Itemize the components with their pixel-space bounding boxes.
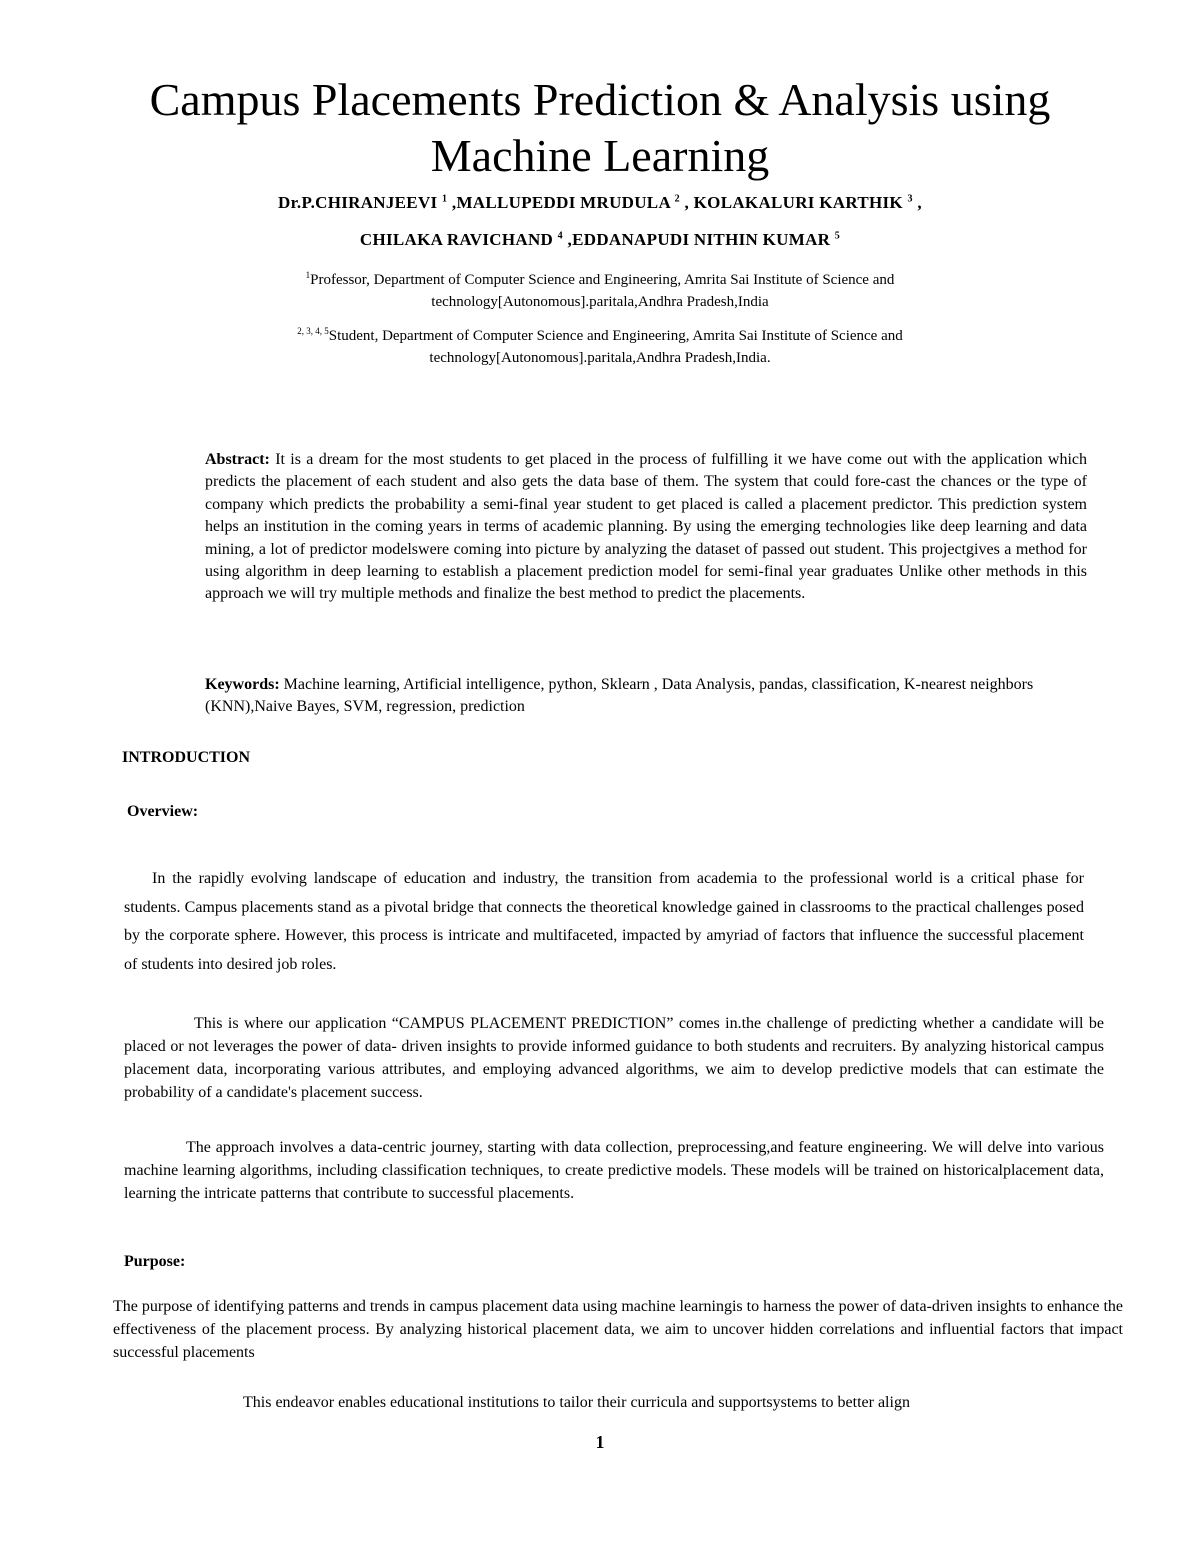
purpose-heading: Purpose: — [124, 1253, 186, 1270]
purpose-paragraph-1: The purpose of identifying patterns and trends in campus placement data using machine learningis to harness the power of data-driven insights to enhance the effectiveness of the placement process. By analyzing historical placement data, we aim to uncover hidden correlations and influential factors that impact successful placements — [113, 1298, 1123, 1361]
author-separator: , — [567, 230, 573, 249]
title-line-2: Machine Learning — [430, 130, 770, 181]
overview-paragraph-3: The approach involves a data-centric journey, starting with data collection, preprocessing,and feature engineering. We will delve into various machine learning algorithms, including classification techniques, to create predictive models. These models will be trained on historicalplacement data, learning the intricate patterns that contribute to successful placements. — [124, 1139, 1104, 1202]
abstract-text: It is a dream for the most students to get placed in the process of fulfilling it we have come out with the application which predicts the placement of each student and also gets the data base of them. The system that could fore-cast the chances or the type of company which predicts the probability a semi-final year student to get placed is called a placement predictor. This prediction system helps an institution in the coming years in terms of academic planning. By using the emerging technologies like deep learning and data mining, a lot of predictor modelswere coming into picture by analyzing the dataset of passed out student. This projectgives a method for using algorithm in deep learning to establish a placement prediction model for semi-final year graduates Unlike other methods in this approach we will try multiple methods and finalize the best method to predict the placements. — [205, 451, 1088, 603]
abstract — [205, 449, 1087, 606]
affiliation-line: technology[Autonomous].paritala,Andhra Pradesh,India — [431, 294, 769, 310]
purpose-paragraph-2: This endeavor enables educational institutions to tailor their curricula and supportsystems to better align — [243, 1394, 910, 1411]
overview-paragraph-2: This is where our application “CAMPUS PLACEMENT PREDICTION” comes in.the challenge of predicting whether a candidate will be placed or not leverages the power of data- driven insights to provide informed guidance to both students and recruiters. By analyzing historical campus placement data, incorporating various attributes, and employing advanced algorithms, we aim to develop predictive models that can estimate the probability of a candidate's placement success. — [124, 1015, 1104, 1101]
affiliation-sup: 1 — [305, 270, 311, 280]
author-name: EDDANAPUDI NITHIN KUMAR — [572, 230, 831, 249]
keywords — [205, 674, 1087, 719]
author-sup: 4 — [557, 230, 563, 242]
author-name: MALLUPEDDI MRUDULA — [456, 193, 671, 212]
author-name: KOLAKALURI KARTHIK — [693, 193, 903, 212]
affiliation-1 — [200, 264, 1000, 313]
affiliation-line: technology[Autonomous].paritala,Andhra Pradesh,India. — [429, 350, 771, 366]
keywords-text: Machine learning, Artificial intelligence, python, Sklearn , Data Analysis, pandas, classification, K-nearest neighbors (KNN),Naive Bayes, SVM, regression, prediction — [205, 676, 1034, 716]
keywords-label: Keywords: — [205, 676, 280, 693]
author-sup: 1 — [442, 193, 448, 205]
affiliation-line: Professor, Department of Computer Science and Engineering, Amrita Sai Institute of Science and — [310, 272, 895, 288]
page-number: 1 — [595, 1432, 605, 1452]
author-sup: 3 — [907, 193, 913, 205]
affiliation-line: Student, Department of Computer Science and Engineering, Amrita Sai Institute of Science and — [328, 328, 903, 344]
author-line-1 — [80, 193, 1120, 213]
overview-heading: Overview: — [127, 803, 199, 820]
author-sup: 2 — [674, 193, 680, 205]
author-sup: 5 — [834, 230, 841, 242]
author-line-2 — [80, 230, 1120, 250]
overview-paragraph-1: In the rapidly evolving landscape of education and industry, the transition from academia to the professional world is a critical phase for students. Campus placements stand as a pivotal bridge that connects the theoretical knowledge gained in classrooms to the practical challenges posed by the corporate sphere. However, this process is intricate and multifaceted, impacted by amyriad of factors that influence the successful placement of students into desired job roles. — [124, 870, 1084, 973]
author-name: CHILAKA RAVICHAND — [359, 230, 554, 249]
title-line-1: Campus Placements Prediction & Analysis using — [149, 74, 1051, 125]
affiliation-sup: 2, 3, 4, 5 — [297, 326, 329, 336]
introduction-heading: INTRODUCTION — [122, 749, 251, 766]
paper-title — [80, 72, 1120, 184]
author-separator: , — [451, 193, 457, 212]
author-separator: , — [917, 193, 922, 212]
author-separator: , — [684, 193, 690, 212]
author-name: Dr.P.CHIRANJEEVI — [278, 193, 438, 212]
affiliation-2 — [200, 320, 1000, 369]
abstract-label: Abstract: — [205, 451, 270, 468]
